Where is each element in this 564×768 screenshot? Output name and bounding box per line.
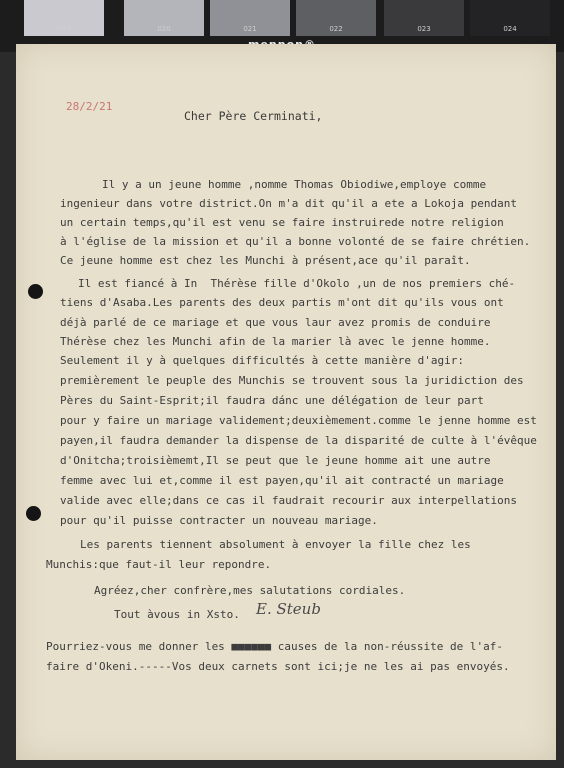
body-line: pour y faire un mariage validement;deuxièmement.comme le jenne homme est	[60, 414, 537, 427]
letter-salutation: Cher Père Cerminati,	[184, 109, 323, 123]
calibration-patch-019	[24, 0, 104, 36]
body-line: valide avec elle;dans ce cas il faudrait recourir aux interpellations	[60, 494, 517, 507]
calibration-patch-024	[470, 0, 550, 36]
punch-hole	[26, 506, 41, 521]
body-line: Tout àvous in Xsto.	[114, 608, 240, 621]
patch-label: 020	[157, 25, 171, 33]
letter-page	[16, 44, 556, 760]
postscript-line: Pourriez-vous me donner les ■■■■■■ causes de la non-réussite de l'af-	[46, 640, 503, 653]
body-line: pour qu'il puisse contracter un nouveau mariage.	[60, 514, 378, 527]
patch-label: 023	[417, 25, 431, 33]
body-line: un certain temps,qu'il est venu se faire instruirede notre religion	[60, 216, 504, 229]
body-line: payen,il faudra demander la dispense de la disparité de culte à l'évêque	[60, 434, 537, 447]
patch-label: 021	[243, 25, 257, 33]
body-line: à l'église de la mission et qu'il a bonne volonté de se faire chrétien.	[60, 235, 531, 248]
body-line: Agréez,cher confrère,mes salutations cordiales.	[94, 584, 406, 597]
body-line: Thérèse chez les Munchi afin de la marier là avec le jenne homme.	[60, 335, 491, 348]
patch-label: 019	[57, 25, 71, 33]
patch-label: 022	[329, 25, 343, 33]
body-line: Seulement il y à quelques difficultés à cette manière d'agir:	[60, 354, 464, 367]
postscript-line: faire d'Okeni.-----Vos deux carnets sont ici;je ne les ai pas envoyés.	[46, 660, 510, 673]
body-line: ingenieur dans votre district.On m'a dit qu'il a ete a Lokoja pendant	[60, 197, 517, 210]
letter-date: 28/2/21	[66, 100, 113, 113]
body-line: femme avec lui et,comme il est payen,qu'il ait contracté un mariage	[60, 474, 504, 487]
signature: E. Steub	[256, 600, 321, 618]
calibration-patch-023	[384, 0, 464, 36]
body-line: déjà parlé de ce mariage et que vous laur avez promis de conduire	[60, 316, 491, 329]
body-line: premièrement le peuple des Munchis se trouvent sous la juridiction des	[60, 374, 524, 387]
calibration-patch-022	[296, 0, 376, 36]
punch-hole	[28, 284, 43, 299]
body-line: tiens d'Asaba.Les parents des deux partis m'ont dit qu'ils vous ont	[60, 296, 504, 309]
body-line: Munchis:que faut-il leur repondre.	[46, 558, 272, 571]
calibration-patch-020	[124, 0, 204, 36]
body-line: Ce jeune homme est chez les Munchi à présent,ace qu'il paraît.	[60, 254, 471, 267]
body-line: Pères du Saint-Esprit;il faudra dánc une délégation de leur part	[60, 394, 484, 407]
calibration-patch-021	[210, 0, 290, 36]
body-line: Il est fiancé à In Thérèse fille d'Okolo ,un de nos premiers ché-	[78, 277, 516, 290]
body-line: Il y a un jeune homme ,nomme Thomas Obiodiwe,employe comme	[102, 178, 487, 191]
body-line: Les parents tiennent absolument à envoyer la fille chez les	[80, 538, 471, 551]
body-line: d'Onitcha;troisièmemt,Il se peut que le jeune homme ait une autre	[60, 454, 491, 467]
patch-label: 024	[503, 25, 517, 33]
